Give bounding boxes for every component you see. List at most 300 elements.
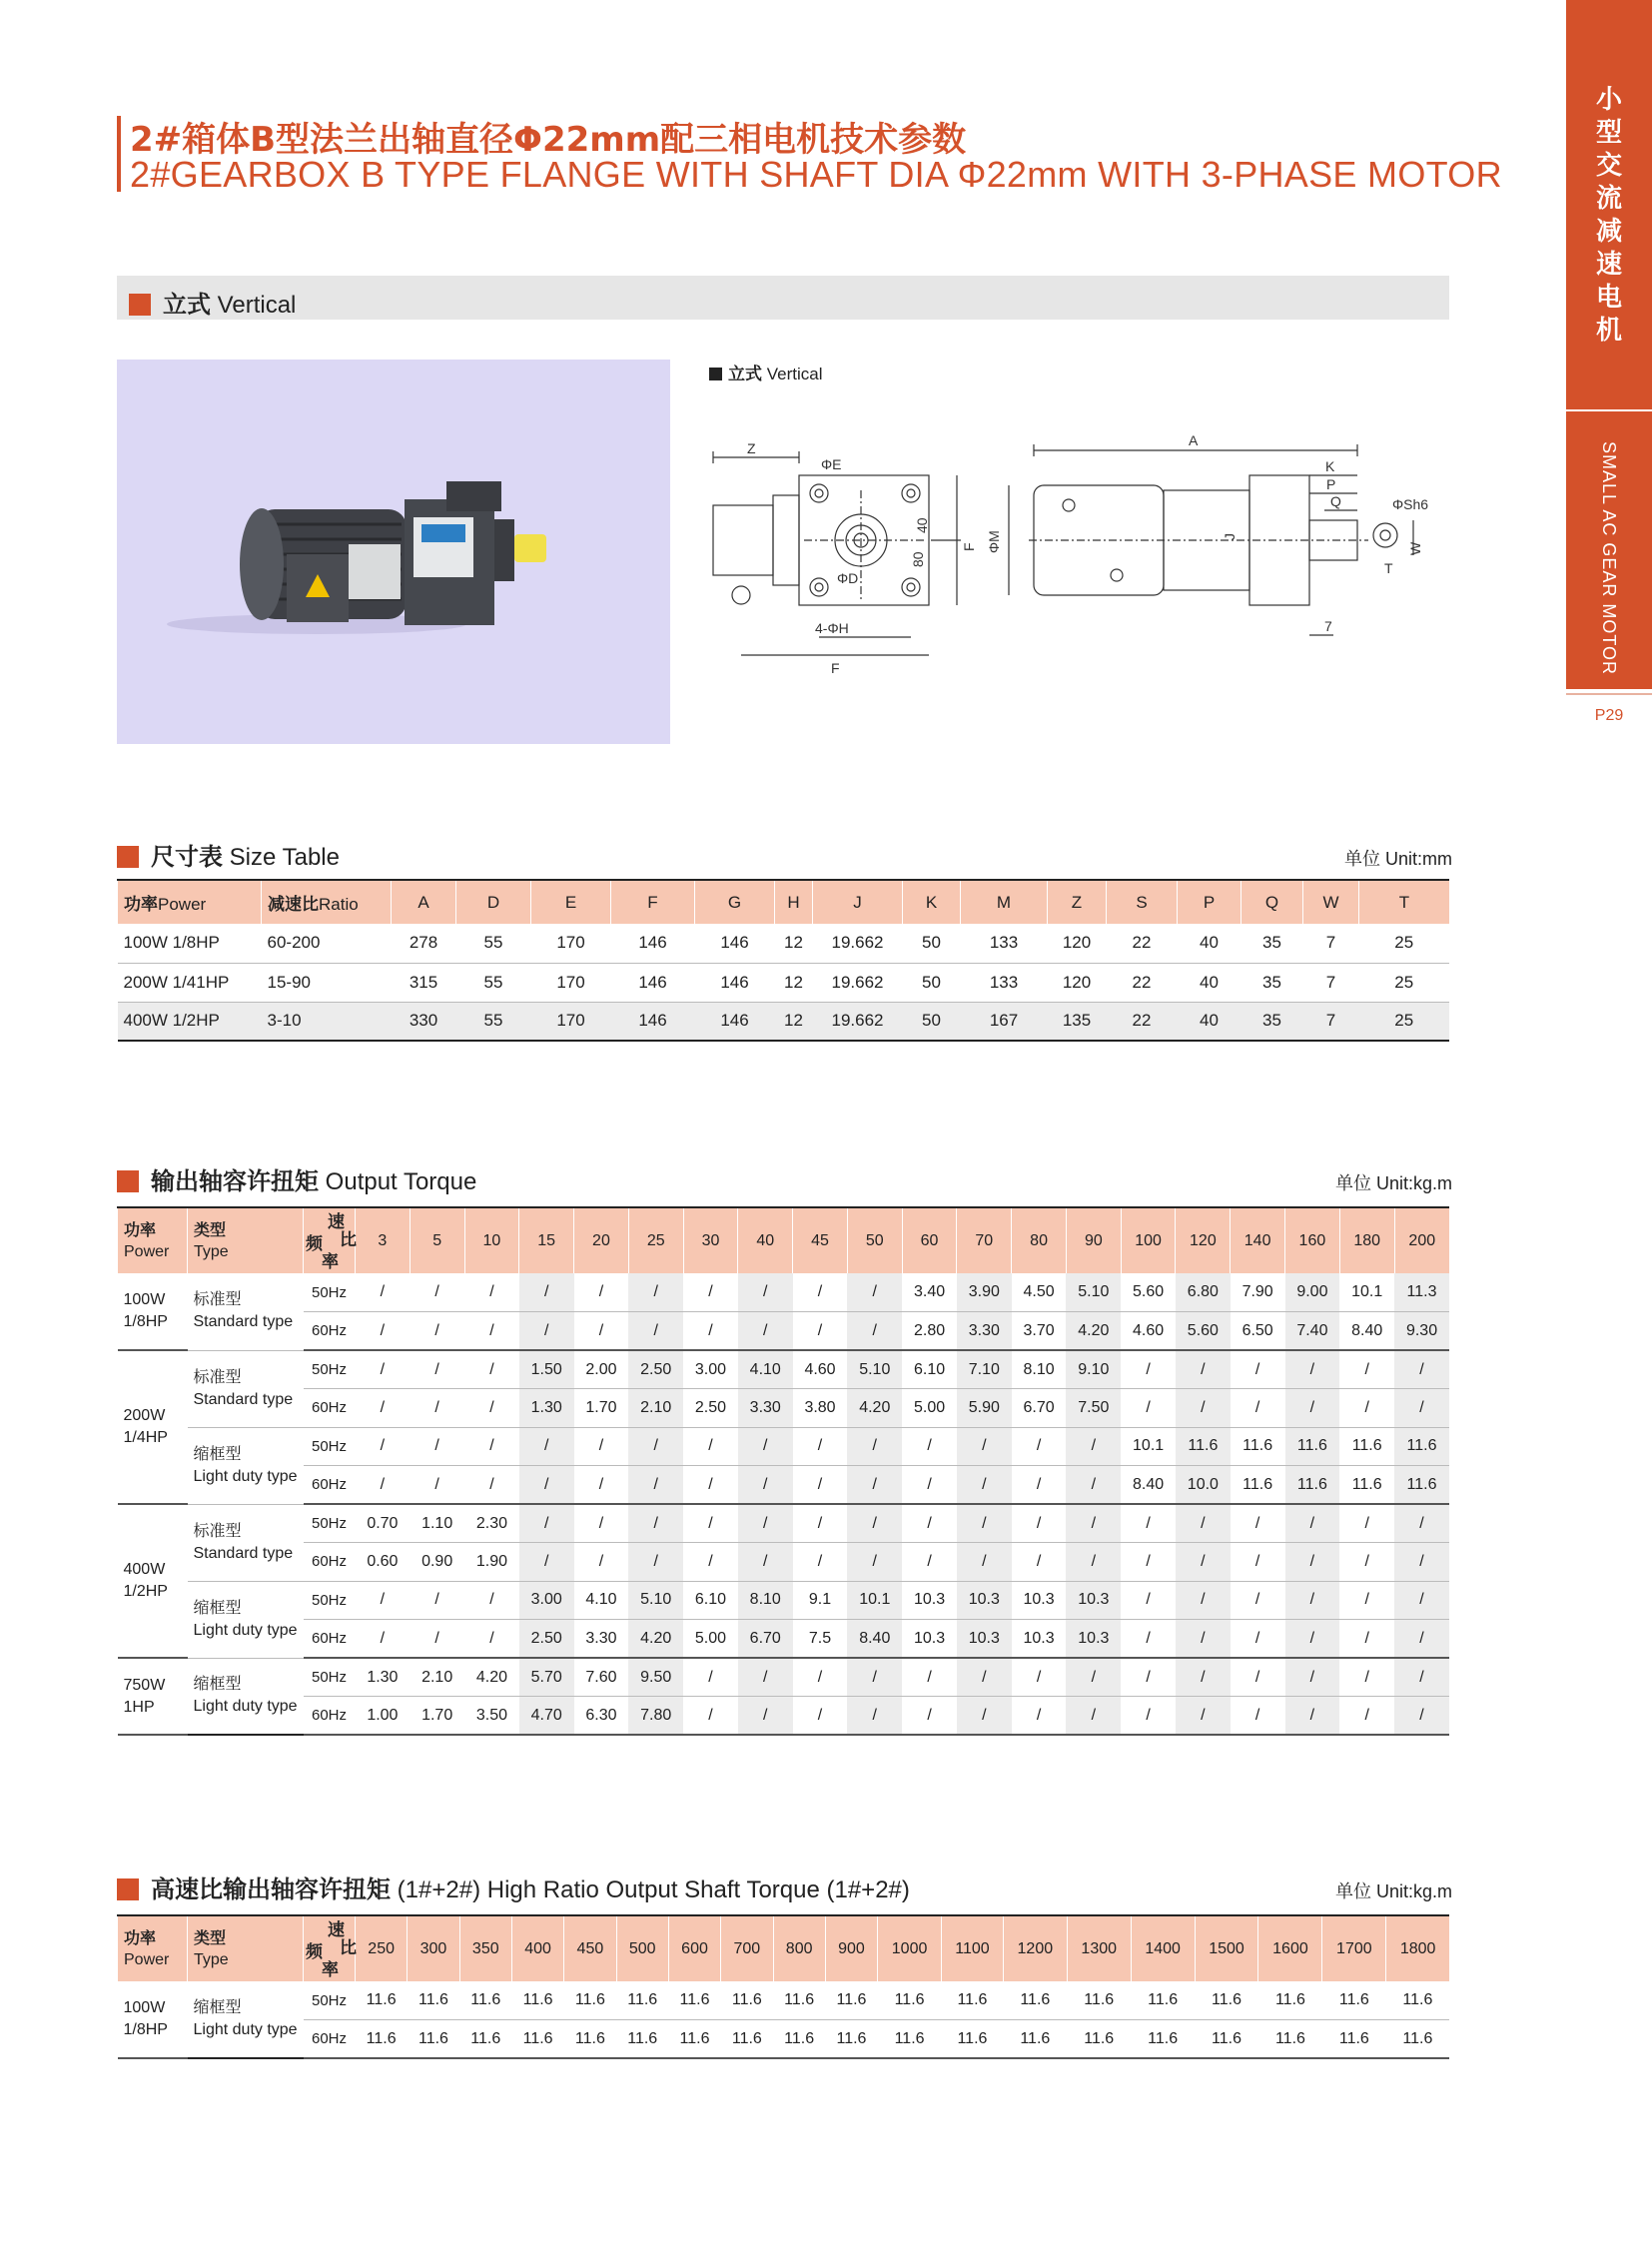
section-header-high-ratio: 高速比输出轴容许扭矩 (1#+2#) High Ratio Output Shaft Torque (1#+2#) <box>117 1869 910 1904</box>
cell-frequency: 50Hz <box>304 1427 356 1466</box>
torque-table-row <box>118 1620 1450 1659</box>
col-header-power: 功率 Power <box>118 1207 188 1273</box>
cell-torque: / <box>1339 1658 1394 1697</box>
cell-torque: 8.40 <box>847 1620 902 1659</box>
cell-torque: 11.6 <box>1231 1466 1285 1505</box>
cell-torque: / <box>1121 1543 1176 1582</box>
col-header-ratio-frequency: 速 比 频 率 <box>304 1207 356 1273</box>
cell-frequency: 60Hz <box>304 1620 356 1659</box>
cell-value: 146 <box>611 963 695 1002</box>
section-header-vertical: 立式 Vertical <box>117 276 1449 320</box>
sidebar-tab-cn <box>1566 0 1652 409</box>
torque-table-row <box>118 1543 1450 1582</box>
cell-value: 12 <box>775 1002 813 1041</box>
cell-torque: / <box>1066 1697 1121 1736</box>
cell-torque: / <box>1339 1543 1394 1582</box>
cell-torque: / <box>1176 1543 1231 1582</box>
section-marker-icon <box>117 1878 139 1900</box>
col-header-ratio: 350 <box>459 1915 511 1981</box>
cell-torque: / <box>738 1312 793 1351</box>
cell-torque: 1.00 <box>356 1697 411 1736</box>
cell-torque: 11.6 <box>942 2020 1004 2059</box>
svg-text:ΦE: ΦE <box>821 456 842 472</box>
cell-torque: 2.50 <box>519 1620 574 1659</box>
col-header: Q <box>1241 880 1303 924</box>
cell-torque: 11.6 <box>773 2020 825 2059</box>
cell-torque: 7.80 <box>628 1697 683 1736</box>
svg-text:K: K <box>1325 458 1335 474</box>
cell-torque: / <box>683 1504 738 1543</box>
cell-torque: / <box>847 1658 902 1697</box>
section-marker-icon <box>129 294 151 316</box>
torque-table-header <box>118 1207 1450 1273</box>
cell-torque: 2.10 <box>628 1389 683 1428</box>
cell-torque: / <box>574 1504 629 1543</box>
cell-torque: / <box>464 1273 519 1312</box>
col-header-ratio: 10 <box>464 1207 519 1273</box>
col-header: F <box>611 880 695 924</box>
cell-torque: 11.6 <box>1258 1981 1322 2020</box>
cell-torque: / <box>847 1273 902 1312</box>
cell-value: 40 <box>1178 963 1241 1002</box>
cell-torque: 11.6 <box>1394 1427 1449 1466</box>
col-header-power: 功率Power <box>118 880 262 924</box>
cell-torque: / <box>793 1427 848 1466</box>
cell-torque: / <box>957 1543 1012 1582</box>
col-header-ratio: 1600 <box>1258 1915 1322 1981</box>
cell-torque: 4.20 <box>464 1658 519 1697</box>
cell-torque: 11.6 <box>878 1981 942 2020</box>
cell-torque: / <box>957 1466 1012 1505</box>
cell-torque: / <box>1285 1620 1340 1659</box>
svg-text:80: 80 <box>910 551 926 567</box>
cell-torque: / <box>356 1350 411 1389</box>
cell-torque: / <box>628 1466 683 1505</box>
col-header-ratio: 100 <box>1121 1207 1176 1273</box>
col-header-type: 类型 Type <box>188 1207 304 1273</box>
high-ratio-row <box>118 2020 1450 2059</box>
cell-torque: / <box>683 1427 738 1466</box>
cell-torque: / <box>1012 1543 1067 1582</box>
col-header-ratio: 900 <box>825 1915 877 1981</box>
cell-value: 50 <box>903 924 961 963</box>
cell-value: 22 <box>1107 924 1178 963</box>
cell-torque: / <box>1231 1504 1285 1543</box>
col-header: E <box>531 880 611 924</box>
cell-torque: 11.6 <box>1285 1466 1340 1505</box>
size-table-row <box>118 1002 1450 1041</box>
cell-torque: / <box>1394 1697 1449 1736</box>
cell-torque: 10.3 <box>957 1620 1012 1659</box>
cell-torque: / <box>356 1620 411 1659</box>
col-header-ratio: 40 <box>738 1207 793 1273</box>
cell-torque: / <box>1285 1389 1340 1428</box>
cell-torque: / <box>847 1466 902 1505</box>
cell-torque: / <box>1394 1543 1449 1582</box>
cell-torque: 11.6 <box>1394 1466 1449 1505</box>
col-header: J <box>813 880 903 924</box>
cell-torque: 3.50 <box>464 1697 519 1736</box>
svg-text:F: F <box>961 542 977 551</box>
cell-torque: / <box>847 1312 902 1351</box>
cell-frequency: 50Hz <box>304 1658 356 1697</box>
cell-value: 19.662 <box>813 1002 903 1041</box>
cell-torque: 3.80 <box>793 1389 848 1428</box>
cell-torque: / <box>628 1273 683 1312</box>
cell-value: 120 <box>1048 924 1107 963</box>
cell-torque: 8.10 <box>1012 1350 1067 1389</box>
cell-torque: / <box>356 1427 411 1466</box>
cell-torque: 4.50 <box>1012 1273 1067 1312</box>
cell-torque: 3.30 <box>574 1620 629 1659</box>
cell-torque: / <box>410 1620 464 1659</box>
cell-torque: 0.90 <box>410 1543 464 1582</box>
cell-torque: 8.10 <box>738 1581 793 1620</box>
cell-torque: / <box>793 1504 848 1543</box>
cell-torque: 11.6 <box>1386 1981 1449 2020</box>
cell-torque: / <box>738 1466 793 1505</box>
cell-power: 100W 1/8HP <box>118 924 262 963</box>
torque-table-header <box>118 1915 1450 1981</box>
cell-torque: 9.30 <box>1394 1312 1449 1351</box>
col-header-ratio: 80 <box>1012 1207 1067 1273</box>
cell-torque: 11.6 <box>1067 1981 1131 2020</box>
cell-torque: / <box>410 1389 464 1428</box>
cell-torque: / <box>1121 1697 1176 1736</box>
cell-torque: / <box>1339 1620 1394 1659</box>
sidebar-title-cn: 小型交流减速电机 <box>1595 85 1622 346</box>
cell-type: 缩框型 Light duty type <box>188 1427 304 1504</box>
torque-table-row <box>118 1312 1450 1351</box>
cell-torque: 11.3 <box>1394 1273 1449 1312</box>
cell-torque: 10.0 <box>1176 1466 1231 1505</box>
col-header: M <box>961 880 1048 924</box>
cell-torque: 5.10 <box>628 1581 683 1620</box>
cell-torque: / <box>464 1312 519 1351</box>
cell-torque: / <box>1285 1350 1340 1389</box>
cell-torque: 8.40 <box>1121 1466 1176 1505</box>
cell-torque: 11.6 <box>1322 2020 1386 2059</box>
product-photo <box>117 360 670 744</box>
cell-torque: 7.5 <box>793 1620 848 1659</box>
cell-torque: / <box>1231 1581 1285 1620</box>
cell-torque: / <box>1121 1504 1176 1543</box>
cell-torque: 11.6 <box>1231 1427 1285 1466</box>
svg-text:Z: Z <box>747 440 756 456</box>
cell-frequency: 60Hz <box>304 1312 356 1351</box>
cell-torque: 7.50 <box>1066 1389 1121 1428</box>
svg-text:ΦD: ΦD <box>837 570 859 586</box>
cell-value: 135 <box>1048 1002 1107 1041</box>
cell-torque: / <box>738 1658 793 1697</box>
col-header-ratio: 1800 <box>1386 1915 1449 1981</box>
svg-text:40: 40 <box>914 517 930 533</box>
col-header-type: 类型 Type <box>188 1915 304 1981</box>
cell-value: 146 <box>611 1002 695 1041</box>
size-table-unit: 单位 Unit:mm <box>1344 849 1452 869</box>
cell-torque: / <box>902 1504 957 1543</box>
cell-value: 146 <box>611 924 695 963</box>
col-header: T <box>1359 880 1450 924</box>
cell-value: 278 <box>392 924 456 963</box>
cell-power: 400W 1/2HP <box>118 1002 262 1041</box>
cell-torque: / <box>628 1543 683 1582</box>
cell-torque: 5.60 <box>1176 1312 1231 1351</box>
cell-torque: / <box>1339 1581 1394 1620</box>
cell-torque: / <box>902 1543 957 1582</box>
cell-torque: / <box>574 1466 629 1505</box>
cell-torque: / <box>793 1543 848 1582</box>
cell-torque: 1.70 <box>410 1697 464 1736</box>
svg-text:J: J <box>1222 533 1238 540</box>
torque-table-row <box>118 1389 1450 1428</box>
cell-torque: 3.40 <box>902 1273 957 1312</box>
cell-torque: / <box>1394 1620 1449 1659</box>
cell-torque: 2.50 <box>683 1389 738 1428</box>
cell-value: 35 <box>1241 924 1303 963</box>
cell-type: 标准型 Standard type <box>188 1504 304 1581</box>
cell-torque: / <box>519 1543 574 1582</box>
cell-value: 170 <box>531 963 611 1002</box>
cell-torque: 11.6 <box>356 1981 408 2020</box>
col-header-ratio-frequency: 速 比 频 率 <box>304 1915 356 1981</box>
cell-torque: 9.50 <box>628 1658 683 1697</box>
cell-torque: 11.6 <box>668 2020 720 2059</box>
col-header-ratio: 1400 <box>1131 1915 1195 1981</box>
cell-torque: / <box>1176 1504 1231 1543</box>
cell-value: 55 <box>456 924 531 963</box>
cell-torque: / <box>683 1543 738 1582</box>
col-header-ratio: 1300 <box>1067 1915 1131 1981</box>
cell-value: 35 <box>1241 1002 1303 1041</box>
cell-torque: / <box>410 1466 464 1505</box>
cell-torque: 11.6 <box>616 1981 668 2020</box>
cell-torque: 6.10 <box>683 1581 738 1620</box>
cell-type: 缩框型 Light duty type <box>188 1581 304 1658</box>
cell-torque: / <box>738 1543 793 1582</box>
cell-value: 55 <box>456 963 531 1002</box>
cell-value: 25 <box>1359 963 1450 1002</box>
cell-torque: 3.30 <box>738 1389 793 1428</box>
col-header-ratio: 1100 <box>942 1915 1004 1981</box>
cell-value: 7 <box>1303 1002 1359 1041</box>
page-title-cn: 2#箱体B型法兰出轴直径Φ22mm配三相电机技术参数 <box>130 120 967 160</box>
cell-torque: / <box>356 1389 411 1428</box>
col-header: P <box>1178 880 1241 924</box>
cell-torque: / <box>683 1697 738 1736</box>
col-header: A <box>392 880 456 924</box>
cell-torque: 4.70 <box>519 1697 574 1736</box>
col-header-ratio: 700 <box>721 1915 773 1981</box>
cell-value: 7 <box>1303 924 1359 963</box>
cell-ratio: 60-200 <box>262 924 392 963</box>
col-header-ratio: 250 <box>356 1915 408 1981</box>
cell-value: 120 <box>1048 963 1107 1002</box>
cell-frequency: 50Hz <box>304 1350 356 1389</box>
cell-torque: / <box>356 1581 411 1620</box>
cell-torque: / <box>1339 1504 1394 1543</box>
size-table-header <box>118 880 1450 924</box>
cell-torque: 3.30 <box>957 1312 1012 1351</box>
cell-value: 12 <box>775 963 813 1002</box>
size-table <box>117 879 1449 1042</box>
cell-frequency: 60Hz <box>304 1697 356 1736</box>
cell-torque: 7.60 <box>574 1658 629 1697</box>
cell-torque: / <box>1394 1504 1449 1543</box>
cell-torque: / <box>464 1389 519 1428</box>
cell-value: 40 <box>1178 1002 1241 1041</box>
cell-torque: 6.80 <box>1176 1273 1231 1312</box>
cell-torque: / <box>1176 1658 1231 1697</box>
cell-value: 40 <box>1178 924 1241 963</box>
cell-torque: 11.6 <box>408 2020 459 2059</box>
cell-torque: 3.90 <box>957 1273 1012 1312</box>
cell-torque: 1.30 <box>356 1658 411 1697</box>
cell-value: 133 <box>961 963 1048 1002</box>
col-header: S <box>1107 880 1178 924</box>
cell-torque: / <box>1231 1620 1285 1659</box>
cell-torque: 1.30 <box>519 1389 574 1428</box>
cell-torque: 5.90 <box>957 1389 1012 1428</box>
cell-value: 19.662 <box>813 963 903 1002</box>
torque-table-row <box>118 1466 1450 1505</box>
cell-ratio: 15-90 <box>262 963 392 1002</box>
cell-torque: 1.50 <box>519 1350 574 1389</box>
col-header-ratio: 15 <box>519 1207 574 1273</box>
cell-value: 50 <box>903 1002 961 1041</box>
cell-torque: 5.10 <box>1066 1273 1121 1312</box>
cell-value: 35 <box>1241 963 1303 1002</box>
cell-value: 146 <box>695 924 775 963</box>
torque-table-row <box>118 1350 1450 1389</box>
cell-torque: / <box>738 1697 793 1736</box>
cell-torque: 10.1 <box>1339 1273 1394 1312</box>
cell-torque: / <box>519 1273 574 1312</box>
cell-torque: 4.60 <box>1121 1312 1176 1351</box>
cell-torque: 8.40 <box>1339 1312 1394 1351</box>
cell-torque: 11.6 <box>408 1981 459 2020</box>
cell-torque: 11.6 <box>564 1981 616 2020</box>
cell-torque: 2.80 <box>902 1312 957 1351</box>
cell-torque: / <box>410 1581 464 1620</box>
cell-torque: / <box>356 1466 411 1505</box>
cell-torque: / <box>1121 1658 1176 1697</box>
output-torque-table <box>117 1206 1449 1736</box>
cell-value: 315 <box>392 963 456 1002</box>
cell-torque: / <box>1285 1504 1340 1543</box>
dimension-drawing <box>699 356 1458 685</box>
cell-torque: 11.6 <box>1386 2020 1449 2059</box>
cell-torque: / <box>1339 1389 1394 1428</box>
col-header-ratio: 200 <box>1394 1207 1449 1273</box>
cell-torque: 9.00 <box>1285 1273 1340 1312</box>
cell-torque: / <box>410 1427 464 1466</box>
cell-type: 缩框型 Light duty type <box>188 1658 304 1735</box>
cell-torque: 10.3 <box>1066 1620 1121 1659</box>
svg-text:Q: Q <box>1330 493 1341 509</box>
torque-table-row <box>118 1658 1450 1697</box>
cell-torque: 2.00 <box>574 1350 629 1389</box>
col-header-ratio: 500 <box>616 1915 668 1981</box>
cell-value: 330 <box>392 1002 456 1041</box>
title-accent-bar <box>117 116 121 192</box>
cell-torque: / <box>683 1466 738 1505</box>
svg-text:F: F <box>831 660 840 676</box>
cell-value: 55 <box>456 1002 531 1041</box>
cell-torque: 6.50 <box>1231 1312 1285 1351</box>
cell-torque: / <box>1285 1543 1340 1582</box>
cell-torque: 10.3 <box>1012 1581 1067 1620</box>
section-marker-icon <box>117 1170 139 1192</box>
cell-torque: 11.6 <box>942 1981 1004 2020</box>
cell-torque: / <box>628 1504 683 1543</box>
cell-torque: 4.20 <box>1066 1312 1121 1351</box>
cell-torque: / <box>957 1658 1012 1697</box>
cell-value: 146 <box>695 963 775 1002</box>
cell-value: 25 <box>1359 924 1450 963</box>
cell-torque: 11.6 <box>511 1981 563 2020</box>
col-header-ratio: 120 <box>1176 1207 1231 1273</box>
cell-torque: 11.6 <box>1176 1427 1231 1466</box>
cell-torque: / <box>1012 1658 1067 1697</box>
cell-frequency: 50Hz <box>304 1581 356 1620</box>
cell-torque: 2.30 <box>464 1504 519 1543</box>
col-header-ratio: 50 <box>847 1207 902 1273</box>
sidebar-tab-en <box>1566 411 1652 689</box>
cell-power: 100W 1/8HP <box>118 1273 188 1350</box>
cell-torque: 10.1 <box>847 1581 902 1620</box>
col-header: W <box>1303 880 1359 924</box>
cell-type: 缩框型 Light duty type <box>188 1981 304 2058</box>
cell-torque: 7.10 <box>957 1350 1012 1389</box>
cell-torque: 6.10 <box>902 1350 957 1389</box>
cell-torque: / <box>464 1427 519 1466</box>
cell-torque: 10.3 <box>1012 1620 1067 1659</box>
cell-torque: 3.00 <box>683 1350 738 1389</box>
cell-value: 12 <box>775 924 813 963</box>
cell-torque: 11.6 <box>721 1981 773 2020</box>
col-header-ratio: 400 <box>511 1915 563 1981</box>
cell-torque: 11.6 <box>878 2020 942 2059</box>
cell-value: 170 <box>531 924 611 963</box>
cell-torque: / <box>1066 1427 1121 1466</box>
torque-table-row <box>118 1504 1450 1543</box>
cell-torque: / <box>1339 1350 1394 1389</box>
cell-torque: / <box>1339 1697 1394 1736</box>
col-header: G <box>695 880 775 924</box>
svg-text:7: 7 <box>1324 618 1332 634</box>
cell-torque: / <box>574 1427 629 1466</box>
output-torque-unit: 单位 Unit:kg.m <box>1334 1173 1452 1193</box>
cell-power: 100W 1/8HP <box>118 1981 188 2058</box>
cell-torque: 2.50 <box>628 1350 683 1389</box>
col-header-ratio: 450 <box>564 1915 616 1981</box>
cell-torque: / <box>847 1504 902 1543</box>
cell-torque: 3.70 <box>1012 1312 1067 1351</box>
cell-torque: / <box>1121 1620 1176 1659</box>
cell-type: 标准型 Standard type <box>188 1350 304 1427</box>
cell-torque: 0.70 <box>356 1504 411 1543</box>
cell-torque: / <box>519 1466 574 1505</box>
cell-torque: / <box>1231 1543 1285 1582</box>
svg-text:W: W <box>1407 541 1423 555</box>
torque-table-row <box>118 1581 1450 1620</box>
cell-torque: / <box>1176 1581 1231 1620</box>
page-number: P29 <box>1594 707 1624 724</box>
cell-torque: 3.00 <box>519 1581 574 1620</box>
cell-torque: 11.6 <box>825 2020 877 2059</box>
cell-frequency: 60Hz <box>304 1389 356 1428</box>
